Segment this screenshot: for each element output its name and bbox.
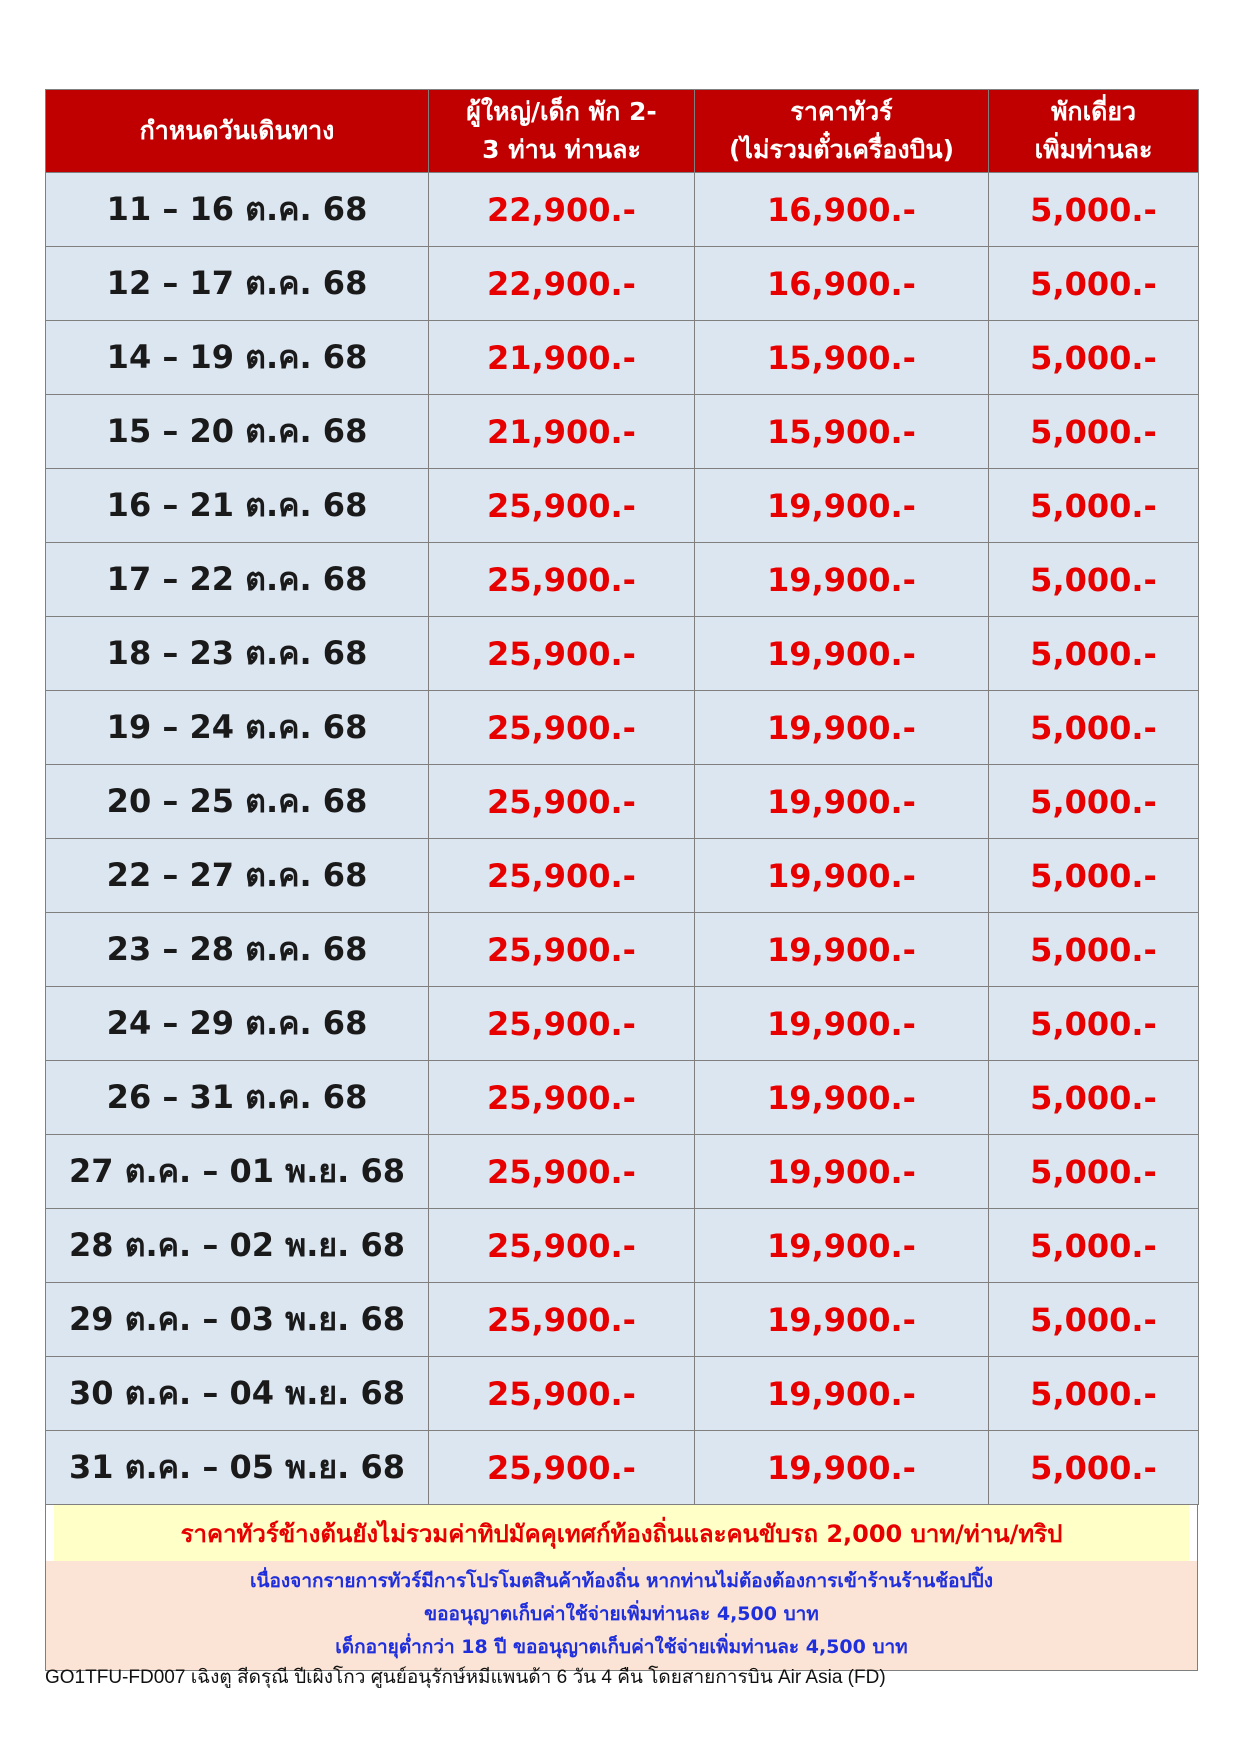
adult-price-cell: 22,900.- [429, 173, 695, 247]
tour-price-cell: 19,900.- [695, 543, 989, 617]
single-supplement-cell: 5,000.- [989, 691, 1199, 765]
table-row [46, 1135, 1199, 1209]
travel-date-cell: 23 – 28 ต.ค. 68 [46, 913, 429, 987]
shopping-note-line: เด็กอายุต่ำกว่า 18 ปี ขออนุญาตเก็บค่าใช้จ่ายเพิ่มท่านละ 4,500 บาท [335, 1636, 908, 1658]
header-line: พักเดี่ยว [1050, 97, 1137, 126]
tour-price-cell: 19,900.- [695, 1283, 989, 1357]
table-row [46, 1209, 1199, 1283]
single-supplement-cell: 5,000.- [989, 1283, 1199, 1357]
table-row [46, 395, 1199, 469]
travel-date-cell: 29 ต.ค. – 03 พ.ย. 68 [46, 1283, 429, 1357]
travel-date-cell: 18 – 23 ต.ค. 68 [46, 617, 429, 691]
table-row [46, 1283, 1199, 1357]
travel-date-cell: 19 – 24 ต.ค. 68 [46, 691, 429, 765]
travel-date-cell: 12 – 17 ต.ค. 68 [46, 247, 429, 321]
table-row [46, 839, 1199, 913]
tour-price-cell: 19,900.- [695, 913, 989, 987]
table-row [46, 543, 1199, 617]
header-single-supplement [989, 90, 1199, 173]
tour-price-cell: 19,900.- [695, 987, 989, 1061]
tour-price-cell: 19,900.- [695, 1357, 989, 1431]
table-row [46, 469, 1199, 543]
tour-price-table [45, 89, 1199, 1505]
adult-price-cell: 21,900.- [429, 321, 695, 395]
single-supplement-cell: 5,000.- [989, 247, 1199, 321]
adult-price-cell: 25,900.- [429, 1431, 695, 1505]
single-supplement-cell: 5,000.- [989, 987, 1199, 1061]
single-supplement-cell: 5,000.- [989, 543, 1199, 617]
table-header-row [46, 90, 1199, 173]
adult-price-cell: 25,900.- [429, 543, 695, 617]
travel-date-cell: 15 – 20 ต.ค. 68 [46, 395, 429, 469]
table-body [46, 173, 1199, 1505]
tip-note: ราคาทัวร์ข้างต้นยังไม่รวมค่าทิปมัคคุเทศก์ท้องถิ่นและคนขับรถ 2,000 บาท/ท่าน/ทริป [54, 1505, 1189, 1561]
adult-price-cell: 25,900.- [429, 1357, 695, 1431]
travel-date-cell: 16 – 21 ต.ค. 68 [46, 469, 429, 543]
tour-price-cell: 19,900.- [695, 1431, 989, 1505]
notes-box [45, 1505, 1198, 1671]
table-row [46, 247, 1199, 321]
adult-price-cell: 25,900.- [429, 1283, 695, 1357]
single-supplement-cell: 5,000.- [989, 321, 1199, 395]
price-sheet [45, 89, 1198, 1671]
adult-price-cell: 25,900.- [429, 913, 695, 987]
single-supplement-cell: 5,000.- [989, 173, 1199, 247]
adult-price-cell: 25,900.- [429, 839, 695, 913]
travel-date-cell: 14 – 19 ต.ค. 68 [46, 321, 429, 395]
tour-price-cell: 16,900.- [695, 173, 989, 247]
tour-price-cell: 19,900.- [695, 1135, 989, 1209]
table-row [46, 1061, 1199, 1135]
header-line: ราคาทัวร์ [790, 97, 893, 126]
header-line: กำหนดวันเดินทาง [139, 116, 335, 145]
travel-date-cell: 22 – 27 ต.ค. 68 [46, 839, 429, 913]
single-supplement-cell: 5,000.- [989, 617, 1199, 691]
shopping-note-line: ขออนุญาตเก็บค่าใช้จ่ายเพิ่มท่านละ 4,500 บาท [424, 1603, 819, 1625]
table-row [46, 1431, 1199, 1505]
table-row [46, 765, 1199, 839]
header-line: เพิ่มท่านละ [1034, 135, 1153, 164]
single-supplement-cell: 5,000.- [989, 469, 1199, 543]
table-row [46, 321, 1199, 395]
table-row [46, 173, 1199, 247]
travel-date-cell: 28 ต.ค. – 02 พ.ย. 68 [46, 1209, 429, 1283]
header-adult-child-price [429, 90, 695, 173]
single-supplement-cell: 5,000.- [989, 1357, 1199, 1431]
table-row [46, 987, 1199, 1061]
single-supplement-cell: 5,000.- [989, 1209, 1199, 1283]
adult-price-cell: 25,900.- [429, 469, 695, 543]
tour-price-cell: 19,900.- [695, 839, 989, 913]
travel-date-cell: 24 – 29 ต.ค. 68 [46, 987, 429, 1061]
single-supplement-cell: 5,000.- [989, 1135, 1199, 1209]
program-footer: GO1TFU-FD007 เฉิงตู สีดรุณี ปีเผิงโกว ศูนย์อนุรักษ์หมีแพนด้า 6 วัน 4 คืน โดยสายการบิน Air Asia (FD) [45, 1667, 886, 1688]
header-travel-date [46, 90, 429, 173]
adult-price-cell: 25,900.- [429, 765, 695, 839]
table-row [46, 617, 1199, 691]
travel-date-cell: 26 – 31 ต.ค. 68 [46, 1061, 429, 1135]
adult-price-cell: 25,900.- [429, 1209, 695, 1283]
single-supplement-cell: 5,000.- [989, 1061, 1199, 1135]
single-supplement-cell: 5,000.- [989, 913, 1199, 987]
tour-price-cell: 19,900.- [695, 1209, 989, 1283]
tour-price-cell: 15,900.- [695, 321, 989, 395]
travel-date-cell: 30 ต.ค. – 04 พ.ย. 68 [46, 1357, 429, 1431]
adult-price-cell: 25,900.- [429, 987, 695, 1061]
adult-price-cell: 21,900.- [429, 395, 695, 469]
adult-price-cell: 25,900.- [429, 1135, 695, 1209]
single-supplement-cell: 5,000.- [989, 765, 1199, 839]
table-row [46, 1357, 1199, 1431]
single-supplement-cell: 5,000.- [989, 839, 1199, 913]
header-line: 3 ท่าน ท่านละ [482, 135, 641, 164]
adult-price-cell: 22,900.- [429, 247, 695, 321]
header-tour-price [695, 90, 989, 173]
adult-price-cell: 25,900.- [429, 617, 695, 691]
table-row [46, 913, 1199, 987]
travel-date-cell: 20 – 25 ต.ค. 68 [46, 765, 429, 839]
travel-date-cell: 11 – 16 ต.ค. 68 [46, 173, 429, 247]
shopping-note-line: เนื่องจากรายการทัวร์มีการโปรโมตสินค้าท้องถิ่น หากท่านไม่ต้องต้องการเข้าร้านร้านช้อปปิ้ง [250, 1570, 993, 1592]
header-line: ผู้ใหญ่/เด็ก พัก 2- [466, 97, 657, 126]
travel-date-cell: 17 – 22 ต.ค. 68 [46, 543, 429, 617]
tour-price-cell: 19,900.- [695, 1061, 989, 1135]
single-supplement-cell: 5,000.- [989, 1431, 1199, 1505]
tour-price-cell: 19,900.- [695, 691, 989, 765]
adult-price-cell: 25,900.- [429, 691, 695, 765]
travel-date-cell: 31 ต.ค. – 05 พ.ย. 68 [46, 1431, 429, 1505]
shopping-note [46, 1561, 1197, 1670]
tour-price-cell: 19,900.- [695, 469, 989, 543]
tour-price-cell: 19,900.- [695, 765, 989, 839]
tour-price-cell: 19,900.- [695, 617, 989, 691]
header-line: (ไม่รวมตั๋วเครื่องบิน) [729, 135, 954, 164]
single-supplement-cell: 5,000.- [989, 395, 1199, 469]
tour-price-cell: 15,900.- [695, 395, 989, 469]
travel-date-cell: 27 ต.ค. – 01 พ.ย. 68 [46, 1135, 429, 1209]
adult-price-cell: 25,900.- [429, 1061, 695, 1135]
tour-price-cell: 16,900.- [695, 247, 989, 321]
table-row [46, 691, 1199, 765]
